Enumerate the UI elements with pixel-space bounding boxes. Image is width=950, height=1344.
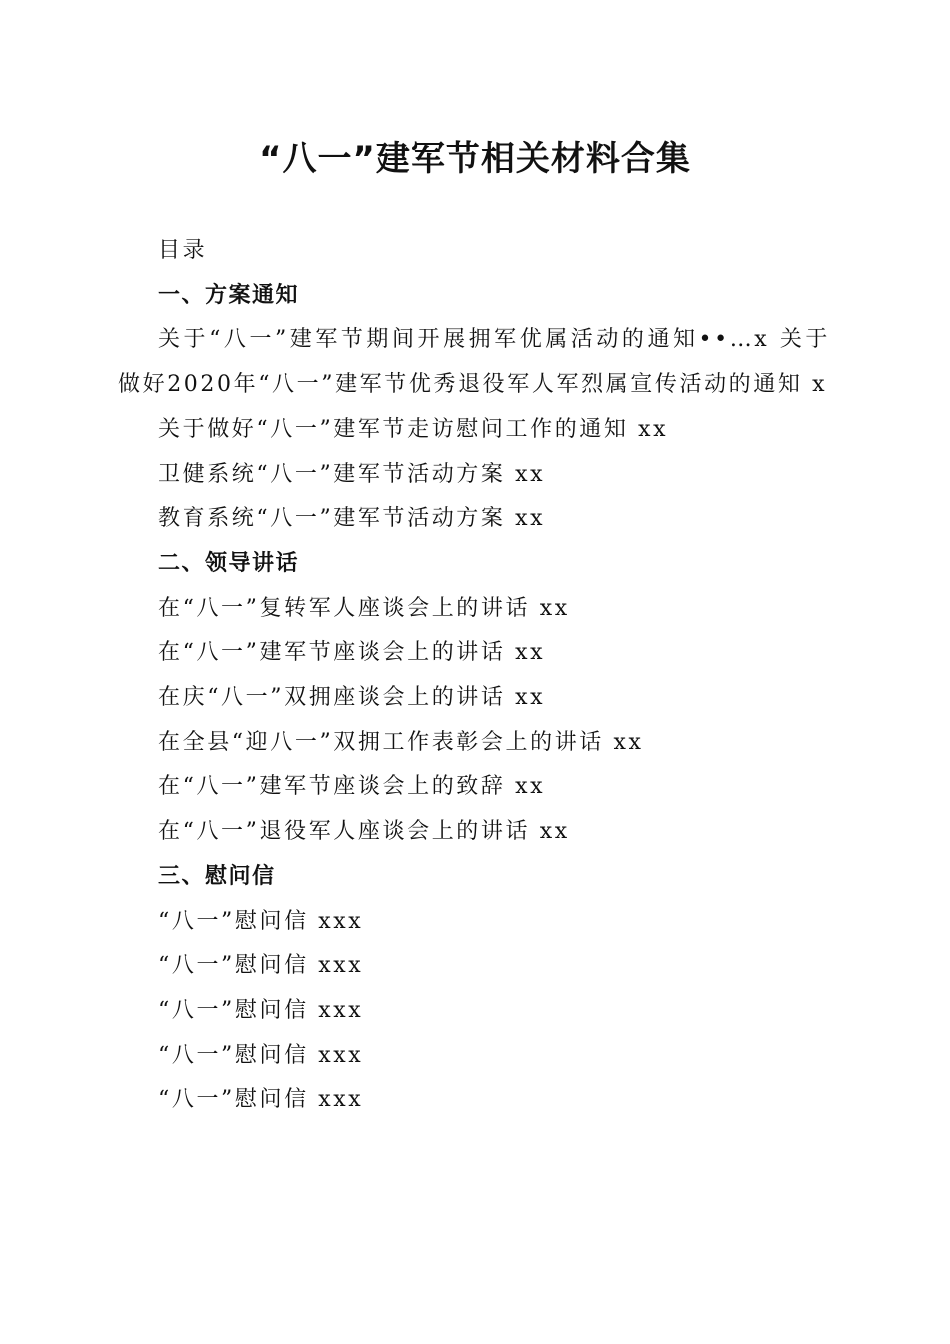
toc-entry: 在“八一”退役军人座谈会上的讲话 xx xyxy=(158,819,570,845)
toc-entry: 关于做好“八一”建军节走访慰问工作的通知 xx xyxy=(158,416,669,442)
toc-entry: “八一”慰问信 xxx xyxy=(158,953,364,979)
toc-entry: 在全县“迎八一”双拥工作表彰会上的讲话 xx xyxy=(158,729,644,755)
toc-entry: 卫健系统“八一”建军节活动方案 xx xyxy=(158,461,546,487)
toc-entry: 教育系统“八一”建军节活动方案 xx xyxy=(158,506,546,532)
toc-entry: 在“八一”建军节座谈会上的致辞 xx xyxy=(158,774,546,800)
toc-entry: “八一”慰问信 xxx xyxy=(158,997,364,1023)
section-heading-speeches: 二、领导讲话 xyxy=(158,550,300,576)
toc-entry: 在“八一”复转军人座谈会上的讲话 xx xyxy=(158,595,570,621)
toc-entry: 在庆“八一”双拥座谈会上的讲话 xx xyxy=(158,685,546,711)
toc-label: 目录 xyxy=(158,238,208,263)
section-heading-letters: 三、慰问信 xyxy=(158,863,276,889)
table-of-contents xyxy=(118,229,830,1123)
toc-entry: “八一”慰问信 xxx xyxy=(158,908,364,934)
toc-entry: 在“八一”建军节座谈会上的讲话 xx xyxy=(158,640,546,666)
toc-entry: “八一”慰问信 xxx xyxy=(158,1087,364,1113)
section-heading-notices: 一、方案通知 xyxy=(158,282,300,308)
toc-entry: “八一”慰问信 xxx xyxy=(158,1042,364,1068)
document-title: “八一”建军节相关材料合集 xyxy=(259,139,691,179)
toc-entry-wrapped: 关于“八一”建军节期间开展拥军优属活动的通知••…x 关于做好2020年“八一”建军节优秀退役军人军烈属宣传活动的通知 x xyxy=(118,327,830,398)
